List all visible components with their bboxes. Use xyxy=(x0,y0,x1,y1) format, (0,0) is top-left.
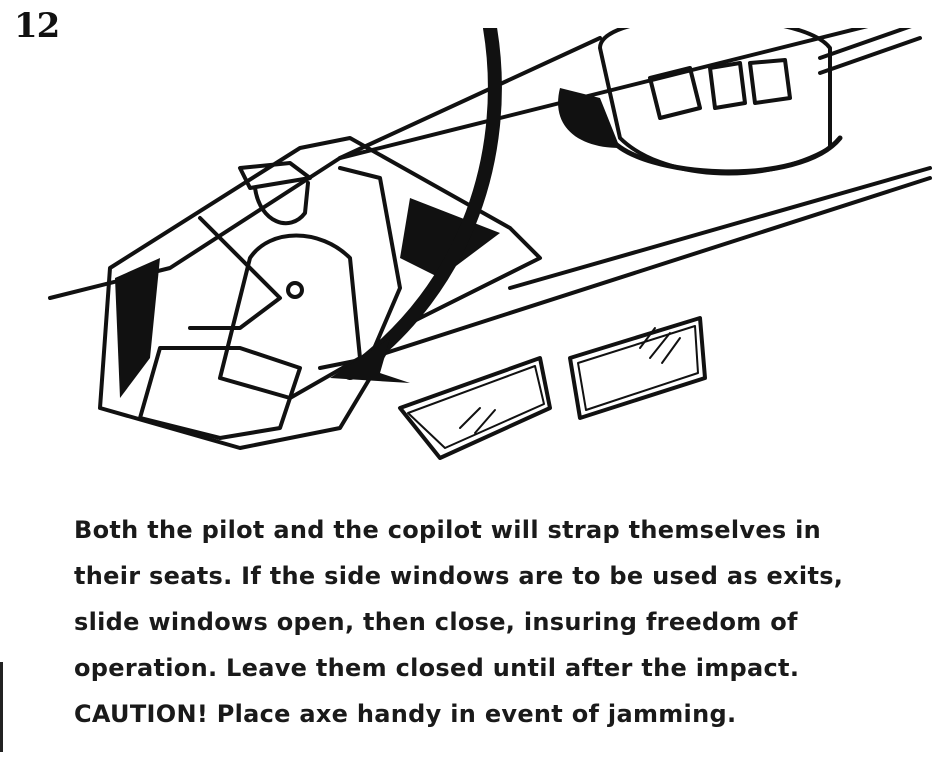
fuselage-top-line xyxy=(50,38,600,298)
turret-window-2 xyxy=(710,63,745,108)
side-window-rear xyxy=(570,318,705,418)
caption-line: CAUTION! Place axe handy in event of jamming. xyxy=(74,700,737,728)
caption-line: their seats. If the side windows are to be used as exits, xyxy=(74,562,844,590)
fuselage-mid-line xyxy=(510,168,930,288)
pointer-arrow-body xyxy=(350,28,495,373)
side-window-front-inner xyxy=(408,366,544,448)
caption-line: Both the pilot and the copilot will strap themselves in xyxy=(74,516,822,544)
cockpit-frame xyxy=(100,138,540,448)
pointer-arrow-head xyxy=(330,338,410,383)
caption-line: operation. Leave them closed until after the impact. xyxy=(74,654,800,682)
caption-text xyxy=(74,507,894,737)
page-number: 12 xyxy=(14,6,60,46)
caption-line: slide windows open, then close, insuring freedom of xyxy=(74,608,798,636)
pilot-head xyxy=(255,183,308,223)
page-edge-mark xyxy=(0,662,3,752)
cockpit-illustration xyxy=(40,28,940,488)
turret-window-3 xyxy=(750,60,790,103)
